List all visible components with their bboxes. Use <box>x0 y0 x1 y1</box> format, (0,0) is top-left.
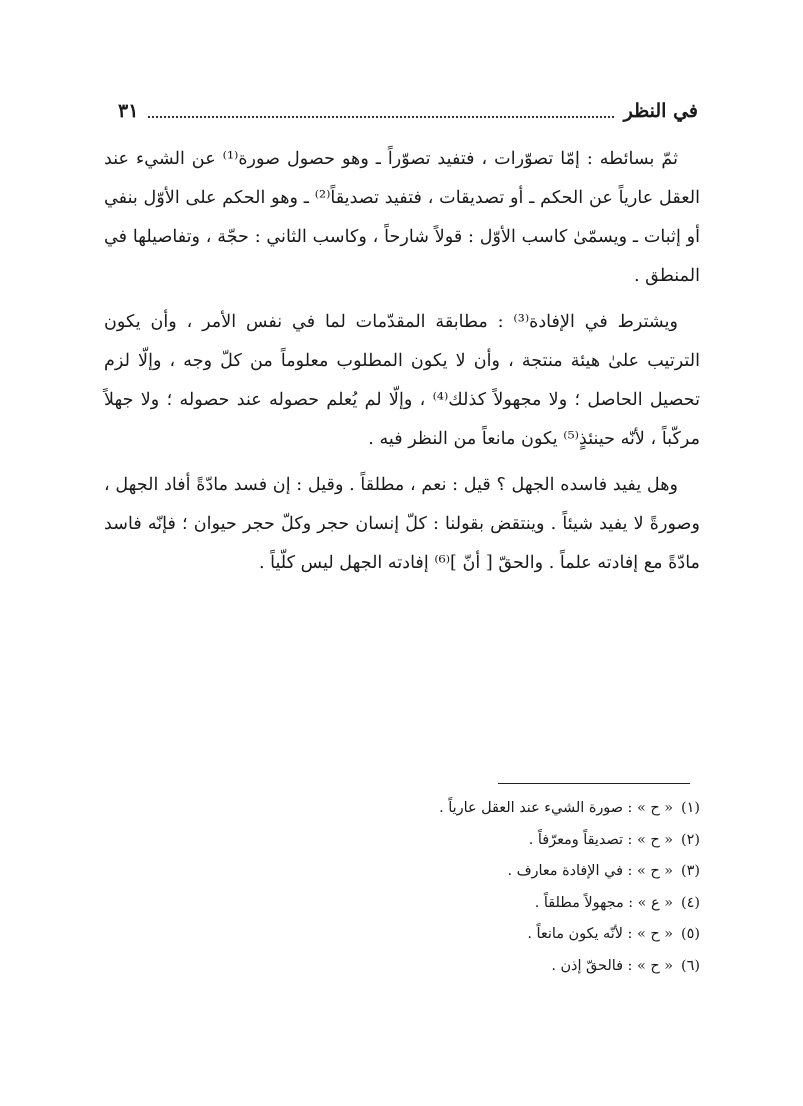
footnote-number: (٣) <box>681 863 700 879</box>
footnote-number: (١) <box>681 800 700 816</box>
footnote-number: (٥) <box>681 926 700 942</box>
dotted-leader <box>148 116 613 118</box>
footnote-number: (٦) <box>681 957 700 974</box>
footnote-separator <box>498 783 690 784</box>
footnote-text: « ح » : صورة الشيء عند العقل عارياً . <box>439 800 674 816</box>
footnotes-list <box>260 793 700 982</box>
footnote-text: « ح » : في الإفادة معارف . <box>507 863 674 879</box>
running-head: في النظر <box>623 100 698 122</box>
paragraph: وهل يفيد فاسده الجهل ؟ قيل : نعم ، مطلقاً . وقيل : إن فسد مادّةً أفاد الجهل ، وصورةً لا يفيد شيئاً . وينتقض بقولنا : كلّ إنسان حجر وكلّ حجر حيوان ؛ فإنّه فاسد مادّةً مع إفادته علماً . والحقّ [ أنّ ]⁽⁶⁾ إفادته الجهل ليس كلّياً . <box>104 475 700 573</box>
page-number: ٣١ <box>118 100 139 122</box>
footnote <box>260 793 700 825</box>
main-text <box>104 140 700 590</box>
footnote-number: (٤) <box>681 894 700 911</box>
footnote <box>260 825 700 857</box>
footnote-text: « ح » : فالحقّ إذن . <box>551 957 674 974</box>
footnote-text: « ع » : مجهولاً مطلقاً . <box>534 894 674 911</box>
paragraph: ويشترط في الإفادة⁽³⁾ : مطابقة المقدّمات لما في نفس الأمر ، وأن يكون الترتيب علىٰ هيئة منتجة ، وأن لا يكون المطلوب معلوماً من كلّ وجه ، وإلّا لزم تحصيل الحاصل ؛ ولا مجهولاً كذلك⁽⁴⁾ ، وإلّا لم يُعلم حصوله عند حصوله ؛ ولا جهلاً مركّباً ، لأنّه حينئذٍ⁽⁵⁾ يكون مانعاً من النظر فيه . <box>104 312 701 449</box>
page-header <box>118 92 698 126</box>
footnote <box>260 951 700 983</box>
footnote <box>260 919 700 951</box>
paragraph: ثمّ بسائطه : إمّا تصوّرات ، فتفيد تصوّراً ـ وهو حصول صورة⁽¹⁾ عن الشيء عند العقل عارياً عن الحكم ـ أو تصديقات ، فتفيد تصديقاً⁽²⁾ ـ وهو الحكم على الأوّل بنفي أو إثبات ـ ويسمّىٰ كاسب الأوّل : قولاً شارحاً ، وكاسب الثاني : حجّة ، وتفاصيلها في المنطق . <box>104 149 700 286</box>
footnote <box>260 888 700 920</box>
footnote-number: (٢) <box>681 831 700 848</box>
footnote-text: « ح » : تصديقاً ومعرّفاً . <box>528 831 674 848</box>
footnote <box>260 856 700 888</box>
footnote-text: « ح » : لأنّه يكون مانعاً . <box>527 926 674 942</box>
